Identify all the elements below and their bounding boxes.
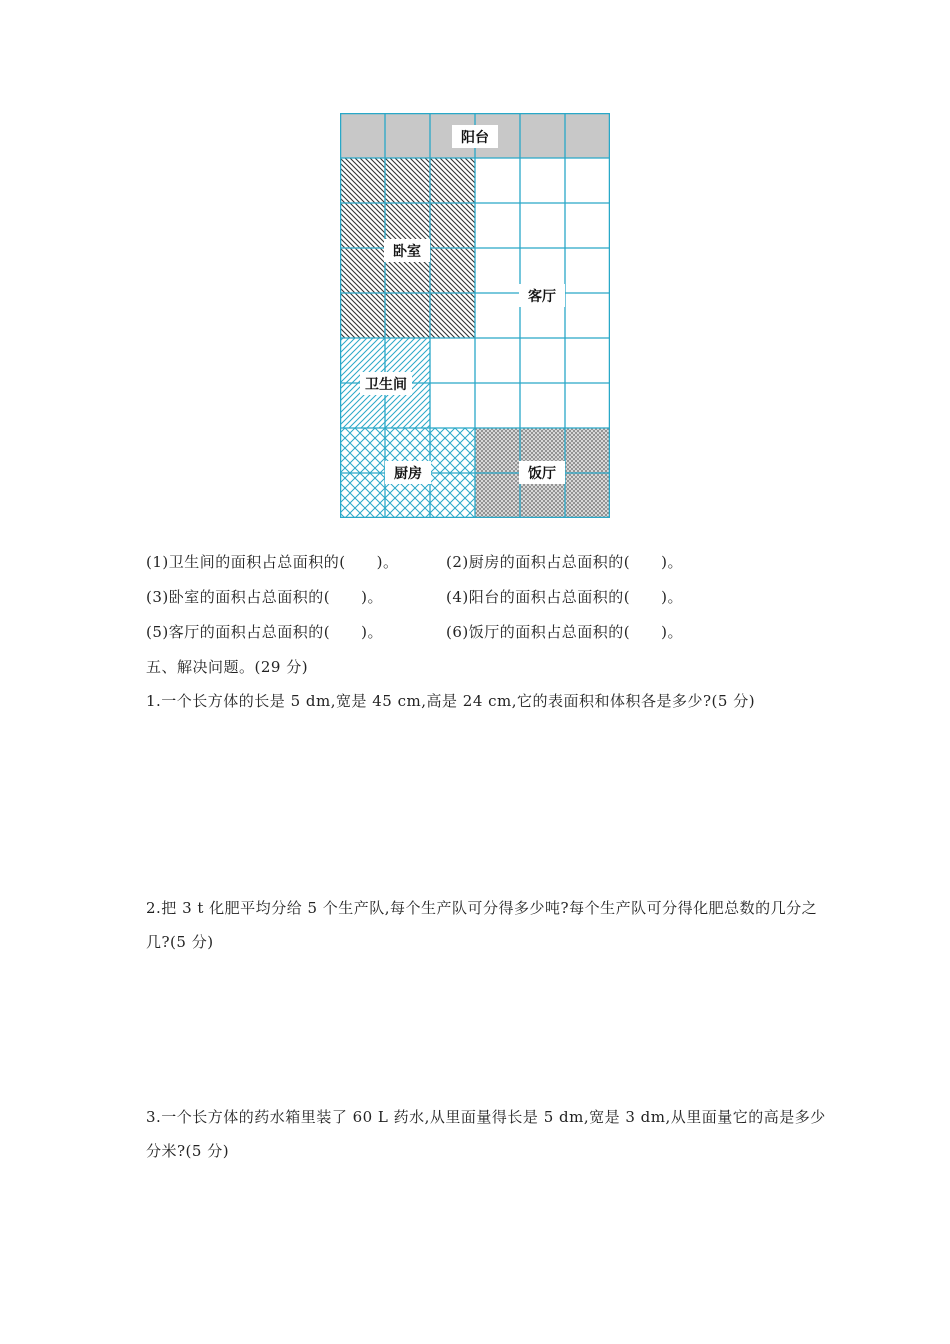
balcony-label: 阳台: [461, 130, 489, 146]
kitchen-label: 厨房: [394, 466, 422, 482]
question-4: (4)阳台的面积占总面积的( )。: [446, 588, 683, 606]
problem-3: 3.一个长方体的药水箱里装了 60 L 药水,从里面量得长是 5 dm,宽是 3 dm,从里面量它的高是多少分米?(5 分): [146, 1108, 826, 1160]
question-2: (2)厨房的面积占总面积的( )。: [446, 553, 683, 571]
problem-2: 2.把 3 t 化肥平均分给 5 个生产队,每个生产队可分得多少吨?每个生产队可分得化肥总数的几分之几?(5 分): [146, 899, 818, 951]
bedroom-label: 卧室: [393, 244, 421, 260]
living-room-label: 客厅: [528, 289, 556, 305]
problem-1: 1.一个长方体的长是 5 dm,宽是 45 cm,高是 24 cm,它的表面积和体积各是多少?(5 分): [146, 692, 756, 710]
floor-plan-diagram: [340, 113, 610, 518]
dining-room-label: 饭厅: [528, 466, 556, 482]
question-5: (5)客厅的面积占总面积的( )。: [146, 623, 383, 641]
question-1: (1)卫生间的面积占总面积的( )。: [146, 553, 399, 571]
section-title: 五、解决问题。(29 分): [146, 658, 309, 676]
bathroom-label: 卫生间: [365, 377, 407, 393]
question-6: (6)饭厅的面积占总面积的( )。: [446, 623, 683, 641]
question-3: (3)卧室的面积占总面积的( )。: [146, 588, 383, 606]
